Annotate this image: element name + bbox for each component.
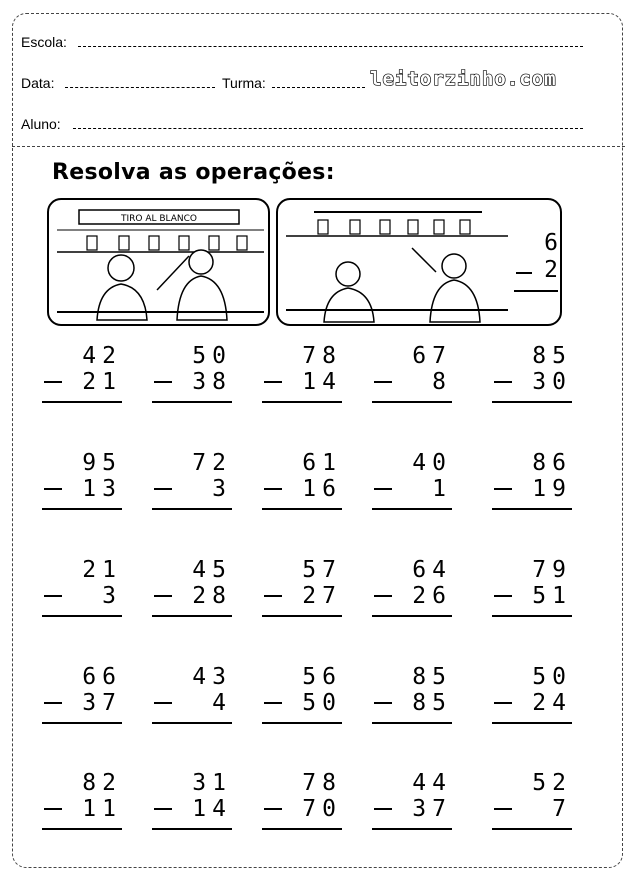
minuend: 72 [192, 450, 232, 476]
minus-sign [154, 702, 172, 704]
minus-sign [374, 595, 392, 597]
subtrahend: 50 [302, 690, 342, 716]
minuend: 43 [192, 664, 232, 690]
minuend: 64 [412, 557, 452, 583]
answer-line[interactable] [152, 722, 232, 724]
subtrahend: 26 [412, 583, 452, 609]
answer-line[interactable] [492, 828, 572, 830]
class-field[interactable] [272, 87, 365, 88]
header-divider [12, 146, 625, 147]
student-field[interactable] [73, 128, 583, 129]
subtrahend: 11 [82, 796, 122, 822]
minus-sign [494, 702, 512, 704]
answer-line[interactable] [492, 401, 572, 403]
subtrahend: 3 [212, 476, 232, 502]
minuend: 45 [192, 557, 232, 583]
minuend: 78 [302, 343, 342, 369]
minus-sign [494, 808, 512, 810]
minus-sign [374, 488, 392, 490]
answer-line[interactable] [262, 828, 342, 830]
date-field[interactable] [65, 87, 215, 88]
answer-line[interactable] [42, 401, 122, 403]
worksheet-border [12, 13, 623, 868]
minuend: 21 [82, 557, 122, 583]
target-shooting-icon [278, 200, 562, 326]
shooting-gallery-icon [49, 200, 270, 326]
answer-line[interactable] [42, 828, 122, 830]
minuend: 85 [532, 343, 572, 369]
answer-line[interactable] [262, 615, 342, 617]
answer-line[interactable] [492, 615, 572, 617]
subtrahend: 1 [432, 476, 452, 502]
minus-sign [494, 488, 512, 490]
banner-text: TIRO AL BLANCO [120, 214, 198, 224]
minuend: 95 [82, 450, 122, 476]
minus-sign [154, 808, 172, 810]
subtrahend: 8 [432, 369, 452, 395]
brand-logo: leitorzinho.com [370, 68, 557, 90]
answer-line[interactable] [42, 615, 122, 617]
subtrahend: 85 [412, 690, 452, 716]
answer-line[interactable] [372, 615, 452, 617]
answer-line[interactable] [262, 508, 342, 510]
subtrahend: 14 [302, 369, 342, 395]
minus-sign [374, 808, 392, 810]
subtrahend: 13 [82, 476, 122, 502]
subtrahend: 4 [212, 690, 232, 716]
minuend: 66 [82, 664, 122, 690]
answer-line[interactable] [262, 401, 342, 403]
minuend: 61 [302, 450, 342, 476]
minus-sign [374, 702, 392, 704]
subtrahend: 37 [82, 690, 122, 716]
minuend: 42 [82, 343, 122, 369]
answer-line[interactable] [42, 508, 122, 510]
minus-sign [264, 595, 282, 597]
answer-line[interactable] [152, 508, 232, 510]
subtrahend: 27 [302, 583, 342, 609]
subtrahend: 28 [192, 583, 232, 609]
minuend: 82 [82, 770, 122, 796]
subtrahend: 37 [412, 796, 452, 822]
answer-line[interactable] [42, 722, 122, 724]
subtrahend: 21 [82, 369, 122, 395]
subtrahend: 7 [552, 796, 572, 822]
minuend: 50 [192, 343, 232, 369]
school-field[interactable] [78, 46, 583, 47]
minus-sign [44, 808, 62, 810]
subtrahend: 19 [532, 476, 572, 502]
subtrahend: 38 [192, 369, 232, 395]
shooting-gallery-illustration-right [276, 198, 562, 326]
minuend: 86 [532, 450, 572, 476]
answer-line[interactable] [492, 508, 572, 510]
minus-sign [44, 702, 62, 704]
date-label: Data: [21, 75, 55, 91]
minuend: 79 [532, 557, 572, 583]
minuend: 52 [532, 770, 572, 796]
minus-sign [516, 272, 532, 274]
answer-line[interactable] [492, 722, 572, 724]
subtrahend: 14 [192, 796, 232, 822]
minus-sign [264, 488, 282, 490]
subtrahend: 30 [532, 369, 572, 395]
answer-line[interactable] [372, 401, 452, 403]
student-label: Aluno: [21, 116, 61, 132]
answer-line[interactable] [152, 401, 232, 403]
shooting-gallery-illustration-left [47, 198, 270, 326]
answer-line[interactable] [152, 615, 232, 617]
minus-sign [154, 595, 172, 597]
minus-sign [494, 595, 512, 597]
page-title: Resolva as operações: [52, 160, 335, 185]
answer-line[interactable] [152, 828, 232, 830]
minus-sign [154, 381, 172, 383]
minuend: 44 [412, 770, 452, 796]
minuend: 78 [302, 770, 342, 796]
subtrahend: 24 [532, 690, 572, 716]
subtrahend: 3 [102, 583, 122, 609]
minus-sign [264, 381, 282, 383]
sample-subtrahend: 2 [544, 257, 558, 283]
class-label: Turma: [222, 75, 266, 91]
minuend: 67 [412, 343, 452, 369]
sample-minuend: 6 [544, 230, 558, 256]
minus-sign [154, 488, 172, 490]
subtrahend: 16 [302, 476, 342, 502]
minus-sign [494, 381, 512, 383]
minus-sign [264, 808, 282, 810]
answer-line[interactable] [372, 722, 452, 724]
minuend: 40 [412, 450, 452, 476]
subtrahend: 51 [532, 583, 572, 609]
minuend: 85 [412, 664, 452, 690]
sample-answer-line [514, 290, 558, 292]
minuend: 57 [302, 557, 342, 583]
answer-line[interactable] [372, 828, 452, 830]
minus-sign [44, 595, 62, 597]
minuend: 50 [532, 664, 572, 690]
answer-line[interactable] [262, 722, 342, 724]
subtrahend: 70 [302, 796, 342, 822]
minus-sign [44, 488, 62, 490]
minus-sign [374, 381, 392, 383]
answer-line[interactable] [372, 508, 452, 510]
minus-sign [264, 702, 282, 704]
minuend: 31 [192, 770, 232, 796]
minuend: 56 [302, 664, 342, 690]
minus-sign [44, 381, 62, 383]
school-label: Escola: [21, 34, 67, 50]
